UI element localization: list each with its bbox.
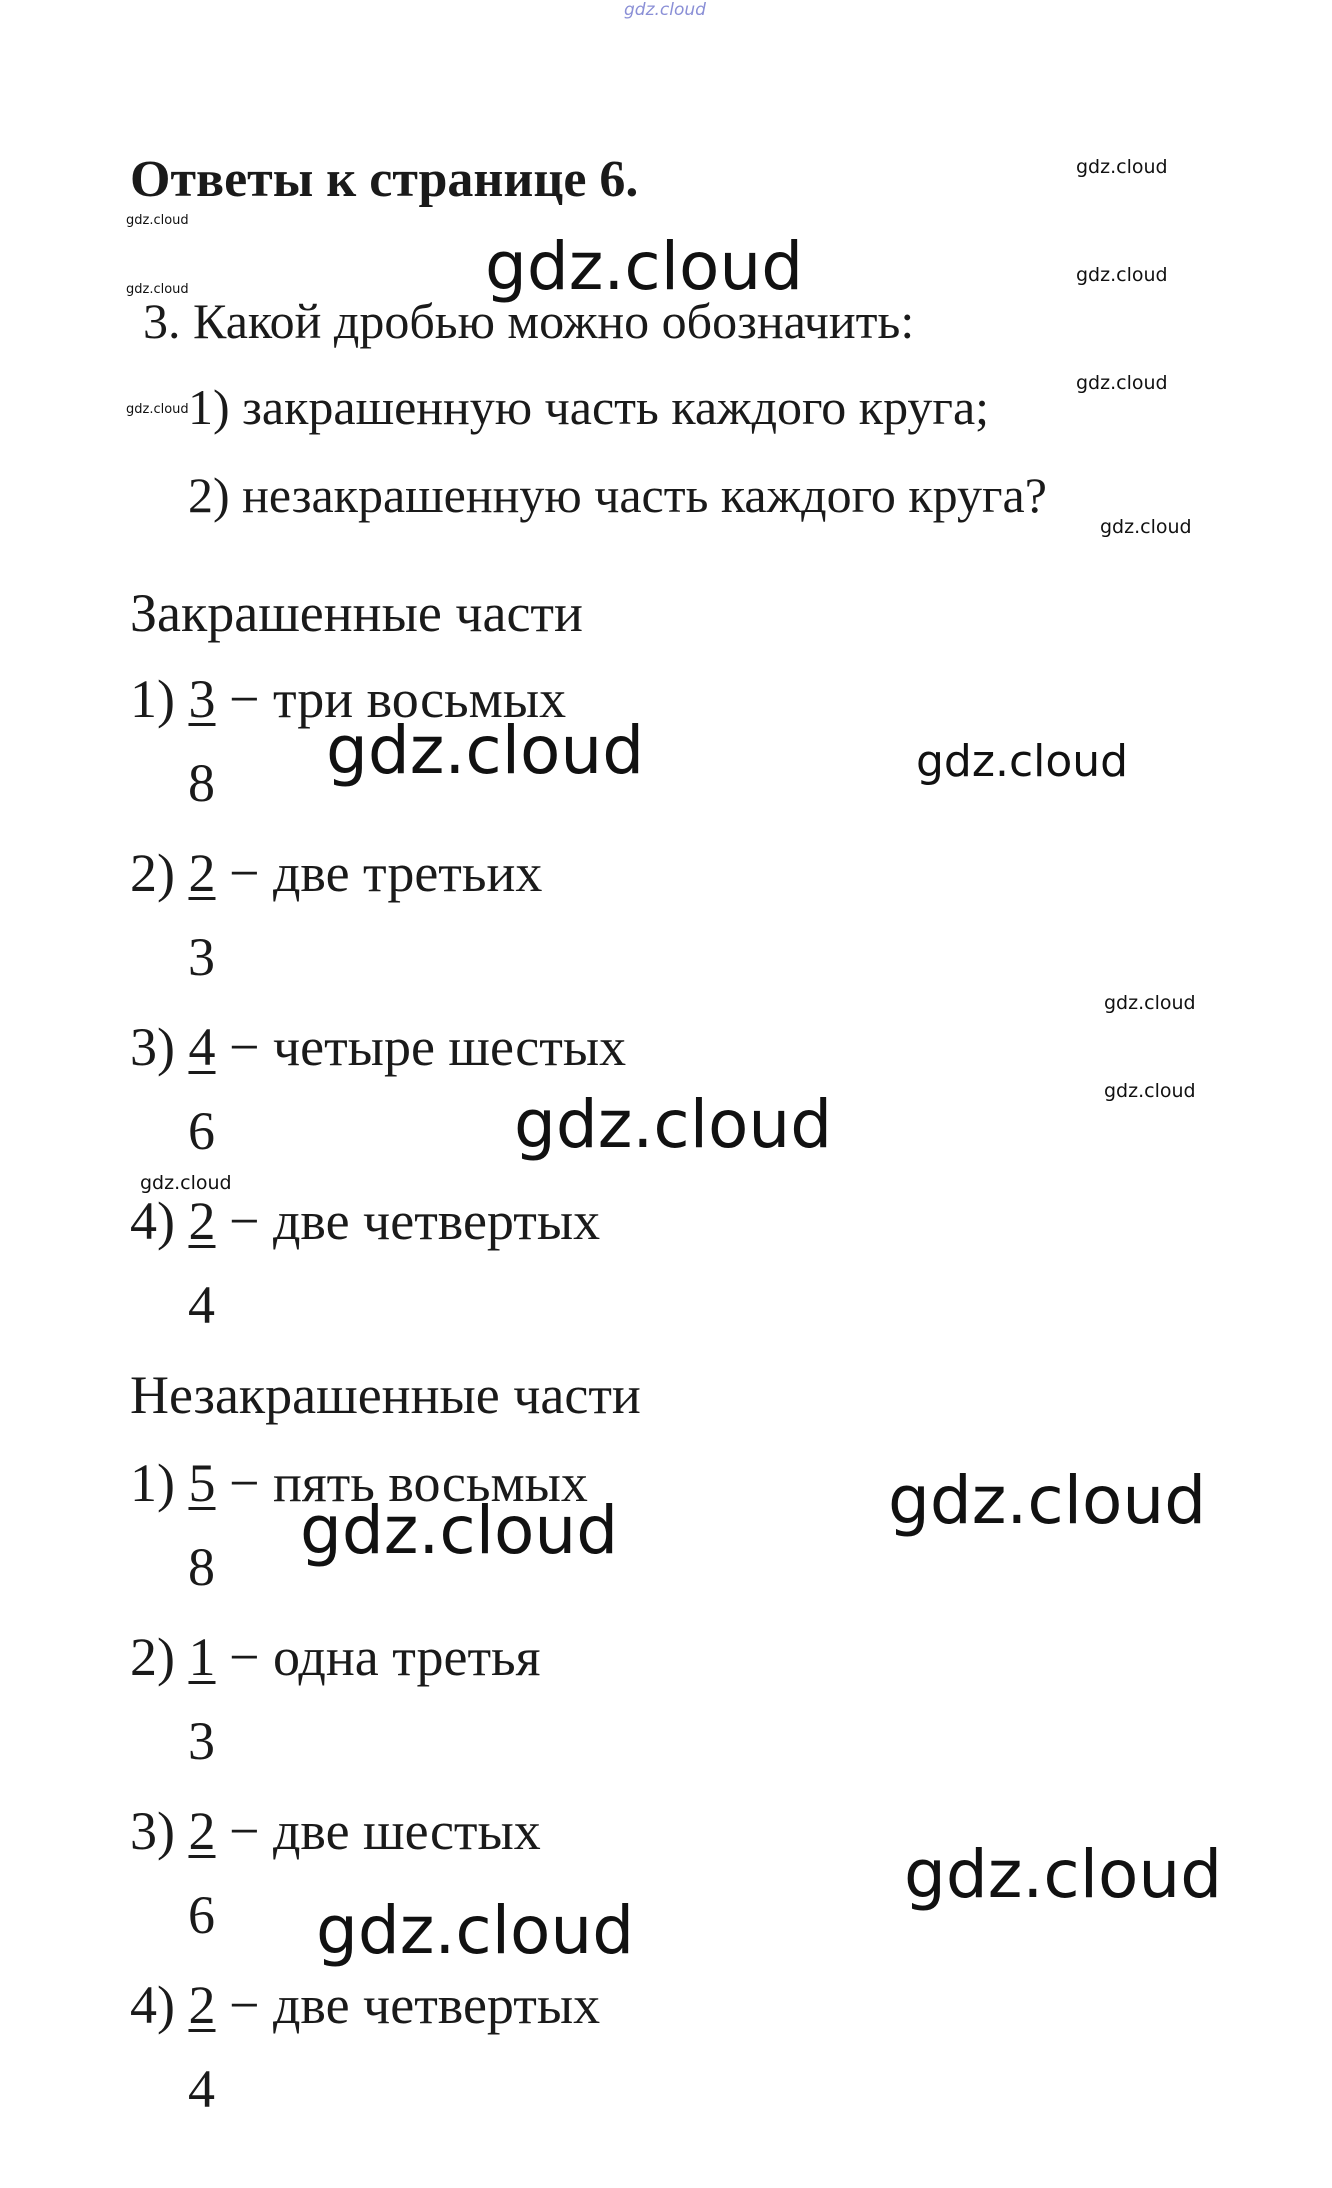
fraction-words: − пять восьмых <box>228 1453 588 1513</box>
shaded-heading: Закрашенные части <box>130 583 583 643</box>
answer-index: 1) <box>130 1453 175 1513</box>
watermark: gdz.cloud <box>485 228 804 305</box>
fraction-words: − две шестых <box>228 1801 541 1861</box>
fraction-numerator: 3 <box>188 669 216 729</box>
shaded-answer-3 <box>130 1016 626 1078</box>
fraction-denominator: 4 <box>188 2059 215 2119</box>
fraction-denominator: 4 <box>188 1275 215 1335</box>
task-item-1: 1) закрашенную часть каждого круга; <box>188 379 990 435</box>
top-watermark: gdz.cloud <box>624 0 706 20</box>
fraction-words: − две четвертых <box>228 1975 601 2035</box>
answer-index: 2) <box>130 843 175 903</box>
unshaded-answer-3 <box>130 1800 541 1862</box>
fraction-words: − четыре шестых <box>228 1017 627 1077</box>
fraction-numerator: 2 <box>188 1191 216 1251</box>
fraction-denominator: 3 <box>188 927 215 987</box>
watermark: gdz.cloud <box>1076 264 1168 286</box>
fraction-denominator: 8 <box>188 753 215 813</box>
fraction-numerator: 2 <box>188 1801 216 1861</box>
fraction-numerator: 4 <box>188 1017 216 1077</box>
watermark: gdz.cloud <box>904 1836 1223 1913</box>
unshaded-heading: Незакрашенные части <box>130 1365 641 1425</box>
fraction-words: − две третьих <box>228 843 543 903</box>
fraction-numerator: 2 <box>188 1975 216 2035</box>
answer-index: 3) <box>130 1801 175 1861</box>
watermark: gdz.cloud <box>888 1462 1207 1539</box>
answer-index: 2) <box>130 1627 175 1687</box>
fraction-numerator: 5 <box>188 1453 216 1513</box>
fraction-numerator: 2 <box>188 843 216 903</box>
answer-index: 4) <box>130 1975 175 2035</box>
fraction-denominator: 6 <box>188 1885 215 1945</box>
fraction-denominator: 8 <box>188 1537 215 1597</box>
fraction-words: − две четвертых <box>228 1191 601 1251</box>
fraction-words: − одна третья <box>228 1627 541 1687</box>
shaded-answer-2 <box>130 842 542 904</box>
answer-index: 1) <box>130 669 175 729</box>
watermark: gdz.cloud <box>1076 156 1168 178</box>
answer-index: 3) <box>130 1017 175 1077</box>
fraction-denominator: 6 <box>188 1101 215 1161</box>
watermark: gdz.cloud <box>514 1086 833 1163</box>
watermark: gdz.cloud <box>1076 372 1168 394</box>
watermark: gdz.cloud <box>916 736 1129 787</box>
task-question: 3. Какой дробью можно обозначить: <box>143 293 915 349</box>
watermark: gdz.cloud <box>1104 1080 1196 1102</box>
page-title: Ответы к странице 6. <box>130 151 639 208</box>
watermark: gdz.cloud <box>126 402 189 417</box>
unshaded-answer-4 <box>130 1974 600 2036</box>
answer-index: 4) <box>130 1191 175 1251</box>
fraction-words: − три восьмых <box>228 669 567 729</box>
watermark: gdz.cloud <box>126 282 189 297</box>
shaded-answer-4 <box>130 1190 600 1252</box>
watermark: gdz.cloud <box>126 213 189 228</box>
watermark: gdz.cloud <box>316 1892 635 1969</box>
task-item-2: 2) незакрашенную часть каждого круга? <box>188 467 1047 523</box>
watermark: gdz.cloud <box>326 712 645 789</box>
watermark: gdz.cloud <box>300 1492 619 1569</box>
watermark: gdz.cloud <box>1104 992 1196 1014</box>
watermark: gdz.cloud <box>1100 516 1192 538</box>
unshaded-answer-2 <box>130 1626 541 1688</box>
watermark: gdz.cloud <box>140 1172 232 1194</box>
fraction-numerator: 1 <box>188 1627 216 1687</box>
fraction-denominator: 3 <box>188 1711 215 1771</box>
